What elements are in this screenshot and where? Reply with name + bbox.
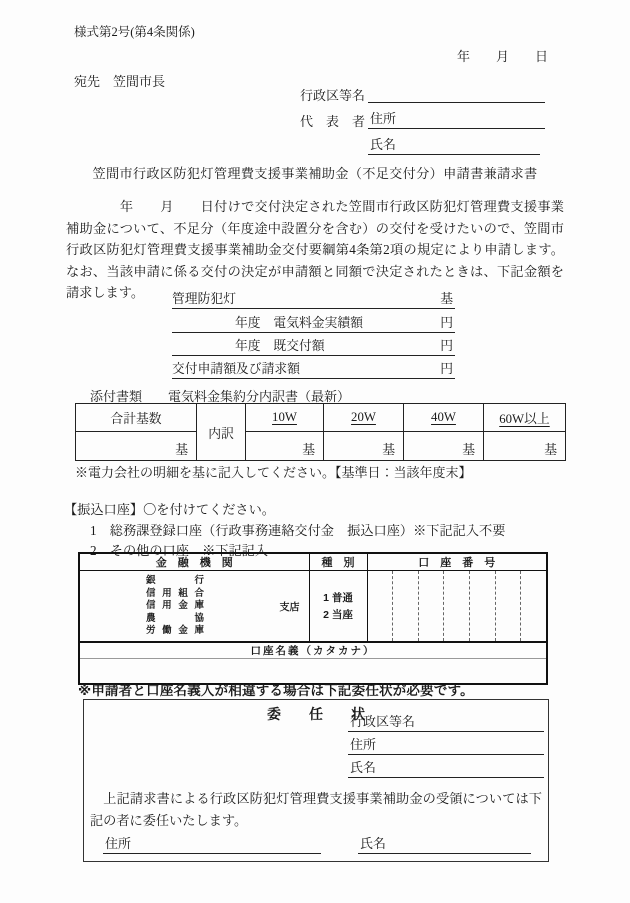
poa-district-field[interactable] [348,714,544,732]
total-count-cell[interactable]: 基 [76,432,197,461]
digit-box[interactable] [520,571,546,641]
amount-row-label: 交付申請額及び請求額 [172,362,300,377]
poa-address-field[interactable] [348,737,544,755]
amount-row-label: 年度 既交付額 [235,338,325,353]
district-name-label: 行政区等名 [300,88,366,103]
amount-row-unit: 基 [440,292,453,307]
document-title: 笠間市行政区防犯灯管理費支援事業補助金（不足交付分）申請書兼請求書 [92,166,538,181]
amount-row-already-granted[interactable] [172,333,455,356]
account-number-digit-boxes [368,571,547,641]
poa-delegate-name-field[interactable] [358,836,531,854]
account-type-current[interactable]: 2 当座 [323,609,353,621]
amount-row-unit: 円 [440,338,453,353]
amount-row-request[interactable] [172,356,455,379]
attachment-line: 添付書類 電気料金集約分内訳書（最新） [90,389,351,404]
district-name-field[interactable] [368,85,545,103]
account-type-header: 種 別 [309,553,367,571]
breakdown-header: 内訳 [197,404,246,461]
account-section-heading: 【振込口座】〇を付けてください。 [64,502,275,517]
digit-box[interactable] [469,571,495,641]
total-count-header: 合計基数 [76,404,197,432]
count-cell-40w[interactable]: 基 [404,432,484,461]
digit-box[interactable] [392,571,418,641]
col-header-40w: 40W [404,404,484,432]
institution-header: 金 融 機 関 [79,553,309,571]
representative-name-field[interactable] [368,137,540,155]
digit-box[interactable] [443,571,469,641]
representative-address-label: 住所 [370,111,397,126]
institution-option-bank[interactable]: 銀行 [146,575,204,586]
digit-box[interactable] [368,571,393,641]
col-header-20w: 20W [324,404,404,432]
poa-district-label: 行政区等名 [350,714,416,729]
poa-delegate-address-field[interactable] [103,836,321,854]
col-header-10w: 10W [246,404,324,432]
amount-row-label: 年度 電気料金実績額 [235,315,363,330]
poa-name-label: 氏名 [350,760,377,775]
account-number-header: 口 座 番 号 [367,553,547,571]
account-holder-header: 口座名義（カタカナ） [79,642,547,659]
poa-address-label: 住所 [350,737,377,752]
wattage-note: ※電力会社の明細を基に記入してください。【基準日：当該年度末】 [75,465,472,480]
account-type-options [310,590,367,622]
amount-rows [172,286,455,379]
form-number: 様式第2号(第4条関係) [74,25,195,39]
power-of-attorney-box [83,699,549,862]
representative-name-label: 氏名 [370,137,397,152]
wattage-table [75,403,566,461]
poa-delegate-address-label: 住所 [105,836,132,851]
body-paragraph: 年 月 日付けで交付決定された笠間市行政区防犯灯管理費支援事業補助金について、不足分（年度途中設置分を含む）の交付を受けたいので、笠間市行政区防犯灯管理費支援事業補助金交付要綱第4条第2項の規定により申請します。なお、当該申請に係る交付の決定が申請額と同額で決定されたときは、下記金額を請求します。 [66,199,564,301]
amount-row-unit: 円 [440,362,453,377]
account-option-2[interactable]: 2 その他の口座 ※下記記入 [90,543,269,558]
representative-address-field[interactable] [368,111,545,129]
amount-row-label: 管理防犯灯 [172,292,236,307]
count-cell-60w[interactable]: 基 [484,432,566,461]
bank-account-table [78,552,548,685]
date-line[interactable]: 年 月 日 [456,49,548,64]
account-type-cell[interactable] [309,571,367,643]
account-option-1[interactable]: 1 総務課登録口座（行政事務連絡交付金 振込口座）※下記記入不要 [90,523,506,538]
institution-option-shinkin[interactable]: 信用金庫 [146,600,204,612]
institution-cell[interactable] [79,571,309,643]
institution-options [146,575,204,638]
col-header-60w: 60W以上 [484,404,566,432]
representative-label: 代 表 者 [300,114,366,129]
attorney-note: ※申請者と口座名義人が相違する場合は下記委任状が必要です。 [78,683,474,698]
amount-row-unit: 円 [440,315,453,330]
count-cell-20w[interactable]: 基 [324,432,404,461]
poa-title: 委 任 状 [267,706,365,722]
addressee: 宛先 笠間市長 [74,74,166,89]
poa-name-field[interactable] [348,760,544,778]
institution-option-nokyo[interactable]: 農協 [146,612,204,624]
account-type-ordinary[interactable]: 1 普通 [323,592,353,604]
amount-row-electric-actual[interactable] [172,309,455,332]
poa-body: 上記請求書による行政区防犯灯管理費支援事業補助金の受領については下記の者に委任いたします。 [90,791,542,828]
account-number-cell[interactable] [367,571,547,643]
branch-label: 支店 [279,602,300,614]
count-cell-10w[interactable]: 基 [246,432,324,461]
amount-row-lights[interactable] [172,286,455,309]
institution-option-rokin[interactable]: 労働金庫 [146,625,204,637]
poa-delegate-name-label: 氏名 [360,836,387,851]
institution-option-shinyokumiai[interactable]: 信用組合 [146,587,204,599]
digit-box[interactable] [418,571,444,641]
digit-box[interactable] [495,571,521,641]
